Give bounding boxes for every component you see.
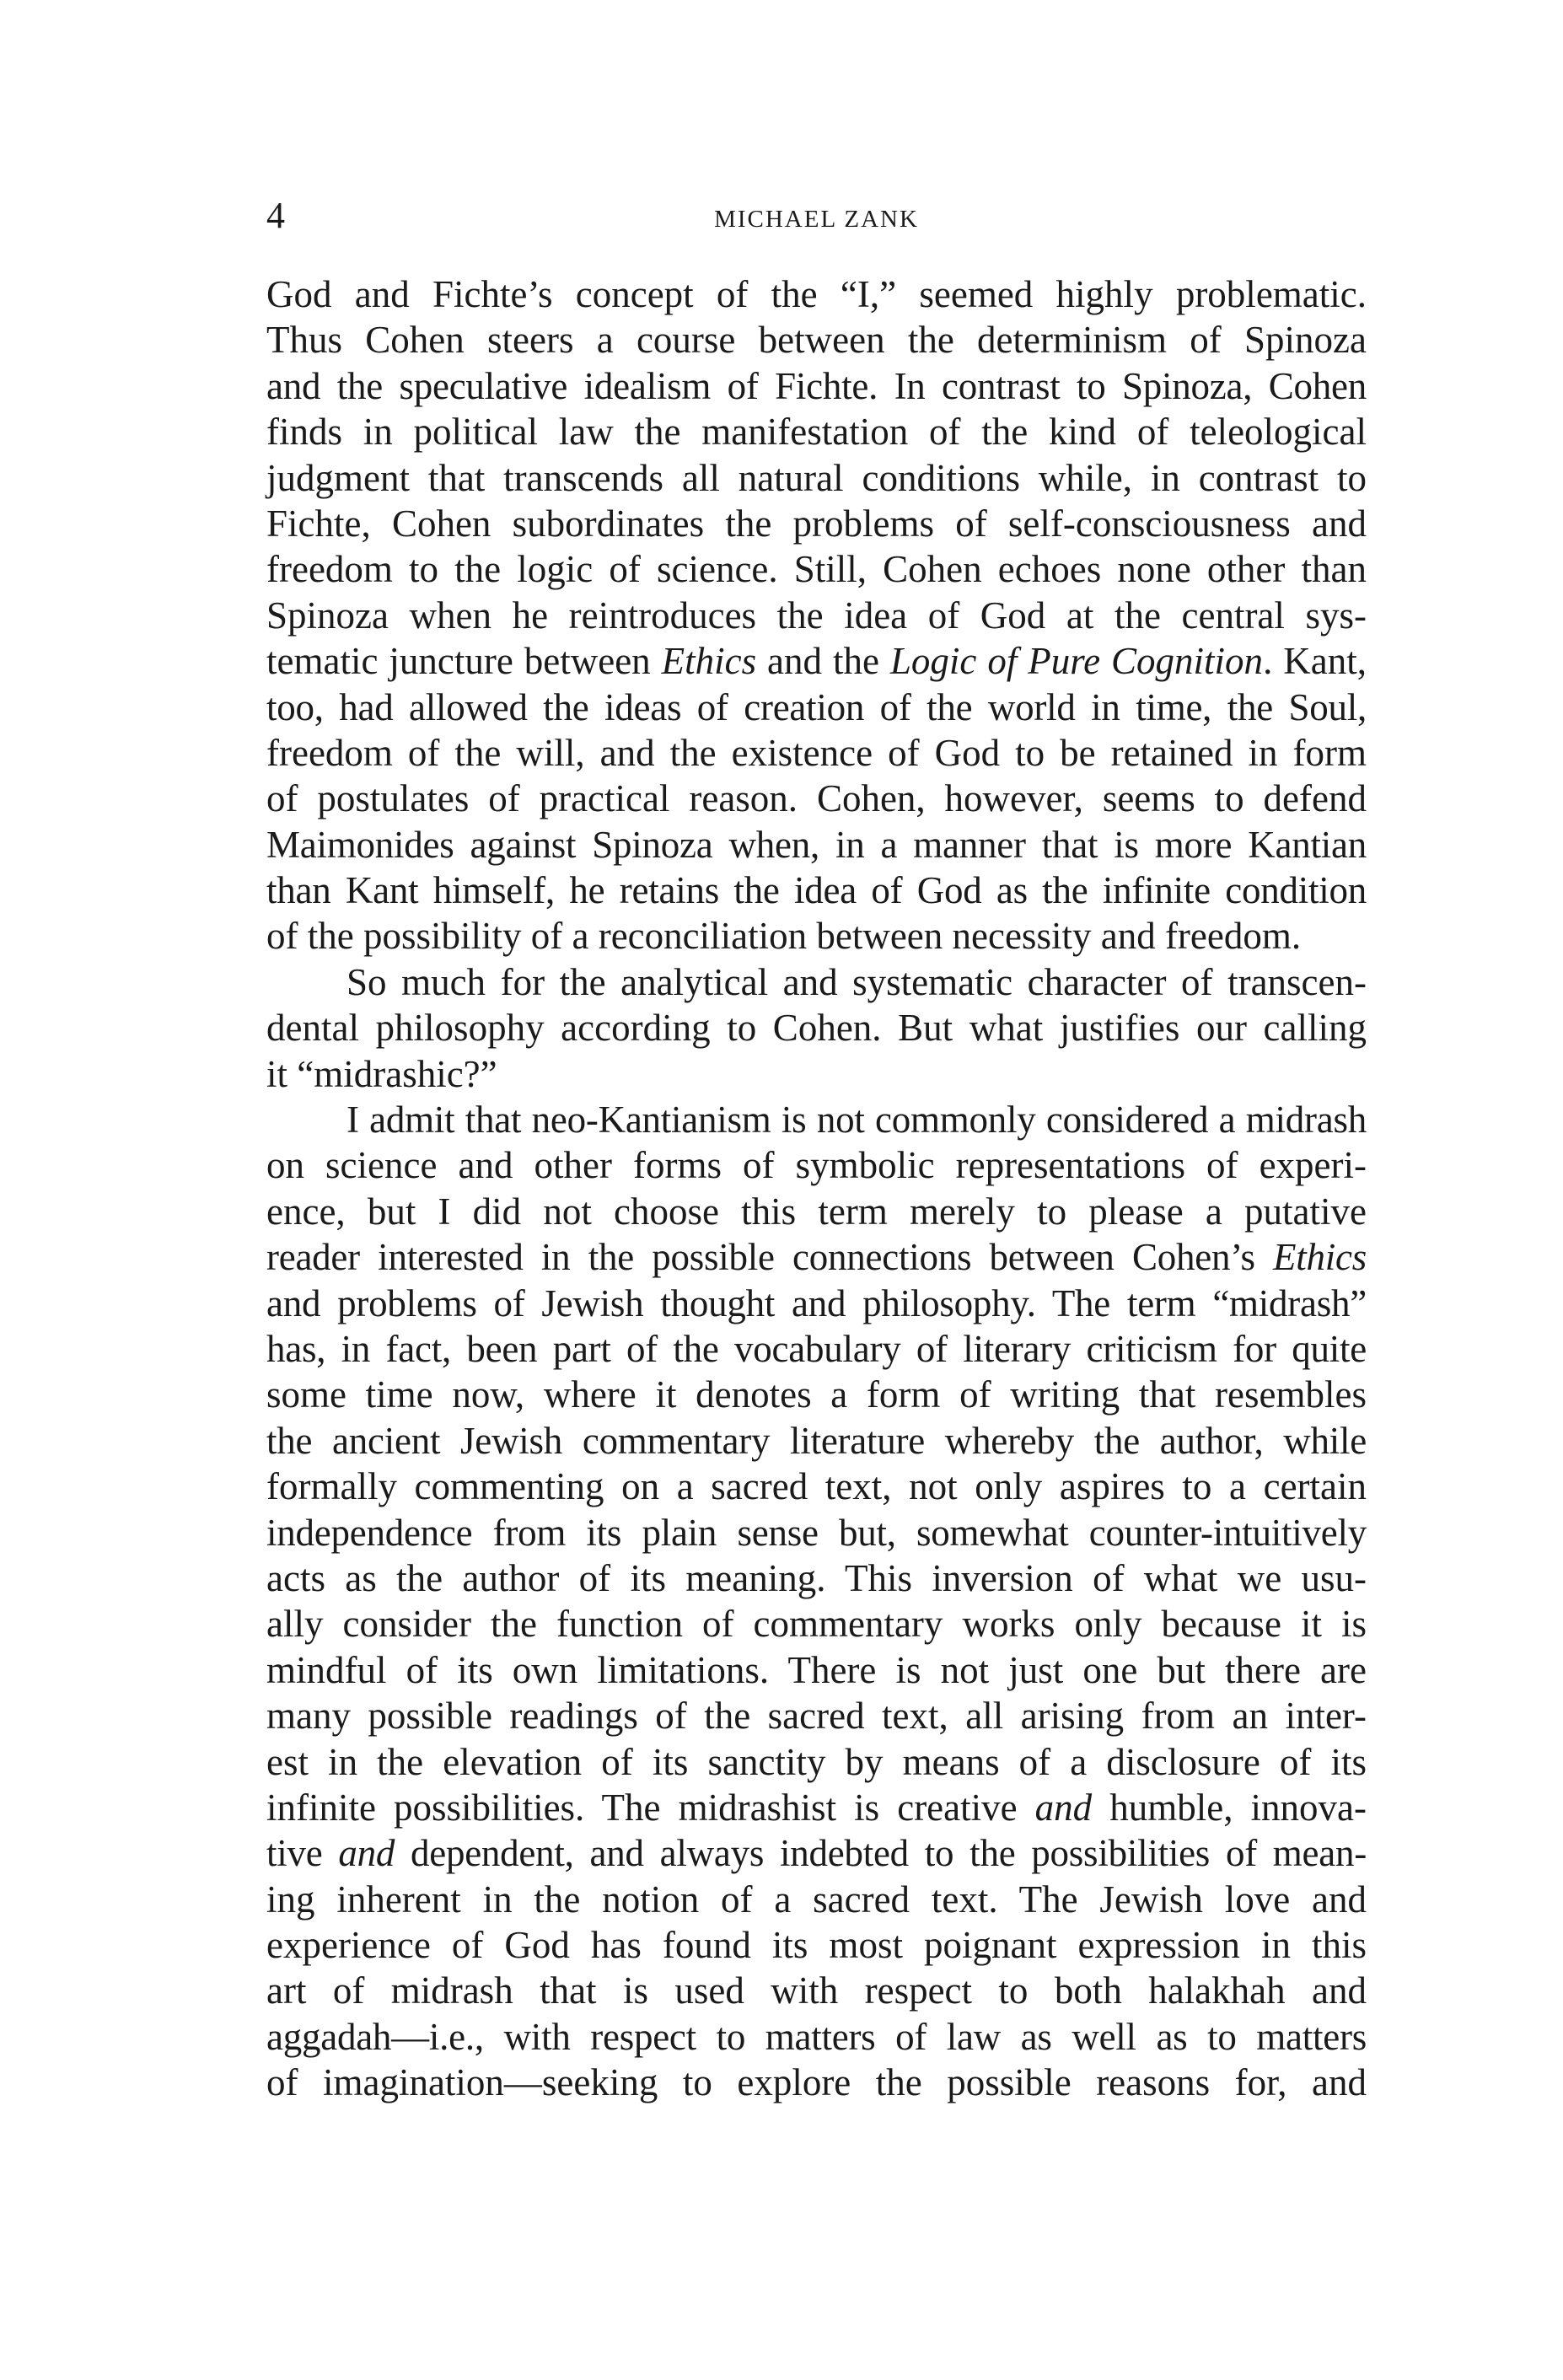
text-run: dependent, and always indebted to the possibilities of mean- xyxy=(395,1832,1367,1875)
text-line: too, had allowed the ideas of creation of the world in time, the Soul, xyxy=(266,685,1367,728)
page-number: 4 xyxy=(266,195,285,236)
text-line: independence from its plain sense but, somewhat counter-intuitively xyxy=(266,1511,1367,1554)
text-line xyxy=(266,1785,1367,1830)
emphasis-and: and xyxy=(1034,1786,1093,1829)
text-line: and problems of Jewish thought and philosophy. The term “midrash” xyxy=(266,1281,1367,1324)
text-line: many possible readings of the sacred text, all arising from an inter- xyxy=(266,1695,1367,1738)
emphasis-and: and xyxy=(338,1832,395,1875)
text-line: aggadah—i.e., with respect to matters of law as well as to matters xyxy=(266,2015,1367,2058)
text-line xyxy=(266,1234,1367,1280)
text-line: than Kant himself, he retains the idea of God as the infinite condition xyxy=(266,869,1367,912)
text-line: acts as the author of its meaning. This inversion of what we usu- xyxy=(266,1556,1367,1599)
text-line: of the possibility of a reconciliation between necessity and freedom. xyxy=(266,915,1302,958)
text-line: it “midrashic?” xyxy=(266,1052,497,1095)
text-line: ing inherent in the notion of a sacred text. The Jewish love and xyxy=(266,1878,1367,1921)
text-line: experience of God has found its most poignant expression in this xyxy=(266,1924,1367,1967)
text-line: ence, but I did not choose this term merely to please a putative xyxy=(266,1190,1367,1233)
book-title-ethics: Ethics xyxy=(1273,1236,1367,1279)
text-line: has, in fact, been part of the vocabulary of literary criticism for quite xyxy=(266,1327,1367,1370)
text-run: reader interested in the possible connections between Cohen’s xyxy=(266,1236,1274,1279)
text-line xyxy=(266,1830,1367,1876)
text-line: Maimonides against Spinoza when, in a manner that is more Kantian xyxy=(266,823,1367,866)
text-line: on science and other forms of symbolic representations of experi- xyxy=(266,1144,1367,1187)
text-line: of imagination—seeking to explore the possible reasons for, and xyxy=(266,2061,1367,2104)
text-line: art of midrash that is used with respect to both halakhah and xyxy=(266,1969,1367,2012)
text-run: and the xyxy=(756,640,890,683)
text-line: Thus Cohen steers a course between the determinism of Spinoza xyxy=(266,319,1367,362)
text-line: I admit that neo-Kantianism is not commonly considered a midrash xyxy=(346,1099,1367,1142)
text-line: some time now, where it denotes a form of writing that resembles xyxy=(266,1373,1367,1416)
text-line: of postulates of practical reason. Cohen, however, seems to defend xyxy=(266,777,1367,820)
text-line: mindful of its own limitations. There is not just one but there are xyxy=(266,1648,1367,1691)
text-line: ally consider the function of commentary works only because it is xyxy=(266,1603,1367,1646)
text-line: freedom to the logic of science. Still, Cohen echoes none other than xyxy=(266,548,1367,591)
text-line: finds in political law the manifestation of the kind of teleological xyxy=(266,411,1367,454)
text-line: So much for the analytical and systematic character of transcen- xyxy=(346,960,1367,1003)
text-line: dental philosophy according to Cohen. But what justifies our calling xyxy=(266,1007,1367,1050)
text-run: infinite possibilities. The midrashist is creative xyxy=(266,1786,1035,1829)
book-title-logic-of-pure-cognition: Logic of Pure Cognition xyxy=(889,640,1264,683)
text-line: freedom of the will, and the existence of God to be retained in form xyxy=(266,731,1367,774)
text-run: tive xyxy=(266,1832,339,1875)
text-line: and the speculative idealism of Fichte. In contrast to Spinoza, Cohen xyxy=(266,364,1367,407)
body-text xyxy=(266,271,1367,2106)
text-run: . Kant, xyxy=(1263,640,1367,683)
text-line: judgment that transcends all natural conditions while, in contrast to xyxy=(266,456,1367,499)
text-line: the ancient Jewish commentary literature whereby the author, while xyxy=(266,1419,1367,1462)
text-line: est in the elevation of its sanctity by means of a disclosure of its xyxy=(266,1740,1367,1783)
text-line: Fichte, Cohen subordinates the problems of self-consciousness and xyxy=(266,502,1367,545)
text-line xyxy=(266,638,1367,684)
text-run: humble, innova- xyxy=(1092,1786,1367,1829)
text-run: tematic juncture between xyxy=(266,640,662,683)
running-head-author: MICHAEL ZANK xyxy=(714,206,919,233)
text-line: Spinoza when he reintroduces the idea of God at the central sys- xyxy=(266,594,1367,637)
book-title-ethics: Ethics xyxy=(661,640,757,683)
text-line: God and Fichte’s concept of the “I,” seemed highly problematic. xyxy=(266,273,1367,315)
text-line: formally commenting on a sacred text, not only aspires to a certain xyxy=(266,1465,1367,1508)
running-head xyxy=(266,191,1367,241)
